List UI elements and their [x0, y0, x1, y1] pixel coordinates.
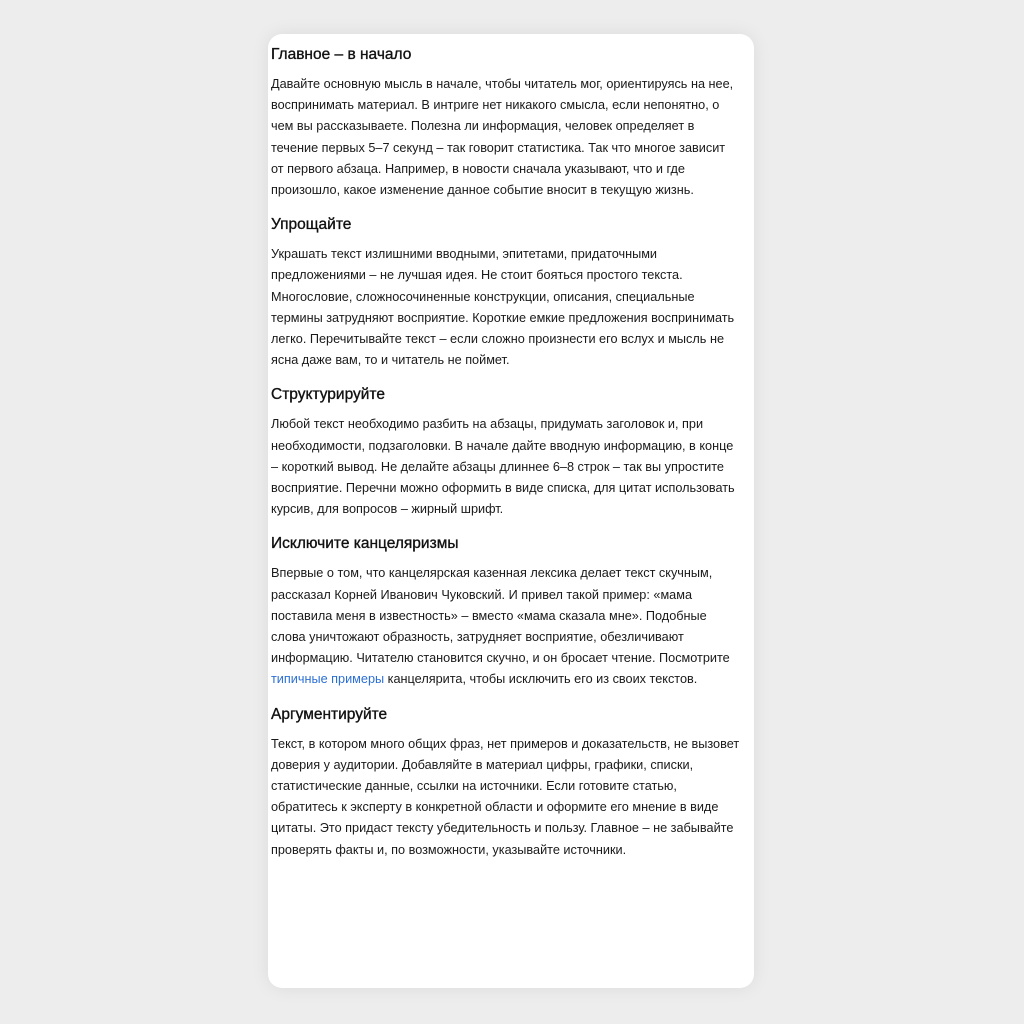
section-bureaucratese — [271, 533, 740, 690]
paragraph-text-before-link: Впервые о том, что канцелярская казенная лексика делает текст скучным, рассказал Корней Иванович Чуковский. И привел такой пример: «мама поставила меня в известность» – вместо «мама сказала мне». Подобные слова уничтожают образность, затрудняет восприятие, обезличивают информацию. Читателю становится скучно, и он бросает чтение. Посмотрите — [271, 566, 730, 666]
section-title: Главное – в начало — [271, 46, 412, 63]
paragraph-text-after-link: канцелярита, чтобы исключить его из своих текстов. — [384, 672, 698, 687]
section-paragraph — [271, 563, 740, 690]
article-card — [268, 34, 754, 988]
section-paragraph: Любой текст необходимо разбить на абзацы, придумать заголовок и, при необходимости, подзаголовки. В начале дайте вводную информацию, в конце – короткий вывод. Не делайте абзацы длиннее 6–8 строк – так вы упростите восприятие. Перечни можно оформить в виде списка, для цитат использовать курсив, для вопросов – жирный шрифт. — [271, 417, 735, 517]
section-paragraph: Украшать текст излишними вводными, эпитетами, придаточными предложениями – не лучшая идея. Не стоит бояться простого текста. Многословие, сложносочиненные конструкции, описания, специальные термины затрудняют восприятие. Короткие емкие предложения воспринимать легко. Перечитывайте текст – если сложно произнести его вслух и мысль не ясна даже вам, то и читатель не поймет. — [271, 247, 735, 368]
section-structure — [271, 384, 740, 520]
section-paragraph: Давайте основную мысль в начале, чтобы читатель мог, ориентируясь на нее, воспринимать материал. В интриге нет никакого смысла, если непонятно, о чем вы рассказываете. Полезна ли информация, человек определяет в течение первых 5–7 секунд – так говорит статистика. Так что многое зависит от первого абзаца. Например, в новости сначала указывают, что и где произошло, какое изменение данное событие вносит в текущую жизнь. — [271, 77, 734, 198]
section-argue — [271, 704, 740, 861]
section-paragraph: Текст, в котором много общих фраз, нет примеров и доказательств, не вызовет доверия у аудитории. Добавляйте в материал цифры, графики, списки, статистические данные, ссылки на источники. Если готовите статью, обратитесь к эксперту в конкретной области и оформите его мнение в виде цитаты. Это придаст тексту убедительность и пользу. Главное – не забывайте проверять факты и, по возможности, указывайте источники. — [271, 736, 740, 857]
section-simplify — [271, 214, 740, 371]
section-main-first — [271, 44, 740, 201]
section-title: Исключите канцеляризмы — [271, 535, 459, 553]
section-title: Упрощайте — [271, 216, 352, 234]
section-title: Аргументируйте — [271, 705, 388, 723]
typical-examples-link[interactable]: типичные примеры — [271, 672, 385, 687]
section-title: Структурируйте — [271, 386, 385, 404]
